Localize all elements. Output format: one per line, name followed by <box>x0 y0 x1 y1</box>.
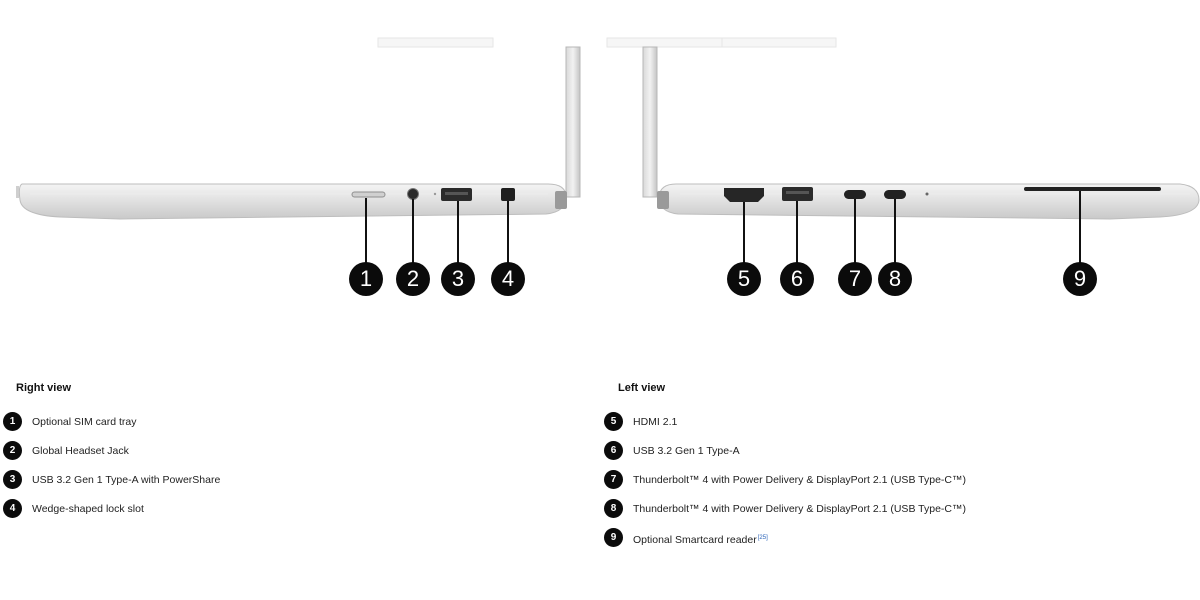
port-label: Optional SIM card tray <box>32 416 137 428</box>
list-item <box>9 470 221 499</box>
usb-c-port-icon <box>884 190 906 199</box>
headset-jack-icon <box>408 189 419 200</box>
number-badge: 1 <box>3 412 22 431</box>
right-view-port-list <box>9 412 221 528</box>
smartcard-slot-icon <box>1024 187 1161 191</box>
lock-slot-icon <box>501 188 515 201</box>
port-label: Wedge-shaped lock slot <box>32 503 144 515</box>
background-panel <box>378 38 493 47</box>
list-item <box>9 441 129 470</box>
list-item <box>9 499 144 528</box>
laptop-right-side <box>16 47 580 264</box>
hinge <box>555 191 567 209</box>
list-item <box>610 470 967 499</box>
footnote-link[interactable]: [25] <box>757 535 768 541</box>
number-badge: 2 <box>3 441 22 460</box>
number-badge: 7 <box>604 470 623 489</box>
callout-8: 8 <box>878 262 912 296</box>
callout-2: 2 <box>396 262 430 296</box>
callout-7: 7 <box>838 262 872 296</box>
laptop-base <box>19 184 566 219</box>
number-badge: 6 <box>604 441 623 460</box>
number-badge: 4 <box>3 499 22 518</box>
sim-tray-icon <box>352 192 385 197</box>
number-badge: 5 <box>604 412 623 431</box>
list-item <box>610 528 768 557</box>
left-view-heading: Left view <box>618 382 666 394</box>
port-label-text: Optional Smartcard reader <box>633 534 757 546</box>
left-view-legend <box>610 382 967 557</box>
right-view-legend <box>9 382 221 528</box>
right-view-heading: Right view <box>16 382 72 394</box>
laptop-left-side <box>643 47 1199 264</box>
port-label <box>633 528 768 550</box>
port-label: USB 3.2 Gen 1 Type-A <box>633 445 740 457</box>
callout-4: 4 <box>491 262 525 296</box>
hinge <box>657 191 669 209</box>
left-view-port-list <box>610 412 967 557</box>
number-badge: 3 <box>3 470 22 489</box>
callout-9: 9 <box>1063 262 1097 296</box>
usb-c-port-icon <box>844 190 866 199</box>
list-item <box>610 499 967 528</box>
callout-6: 6 <box>780 262 814 296</box>
laptop-lid <box>643 47 657 197</box>
laptop-lid <box>566 47 580 197</box>
port-label: Thunderbolt™ 4 with Power Delivery & DisplayPort 2.1 (USB Type-C™) <box>633 474 967 486</box>
callout-5: 5 <box>727 262 761 296</box>
list-item <box>610 412 678 441</box>
callout-3: 3 <box>441 262 475 296</box>
port-label: Global Headset Jack <box>32 445 129 457</box>
callout-1: 1 <box>349 262 383 296</box>
number-badge: 9 <box>604 528 623 547</box>
hdmi-port-icon <box>724 188 764 202</box>
number-badge: 8 <box>604 499 623 518</box>
port-label: Thunderbolt™ 4 with Power Delivery & DisplayPort 2.1 (USB Type-C™) <box>633 503 967 515</box>
port-label: USB 3.2 Gen 1 Type-A with PowerShare <box>32 474 221 486</box>
list-item <box>9 412 137 441</box>
port-label: HDMI 2.1 <box>633 416 678 428</box>
list-item <box>610 441 740 470</box>
